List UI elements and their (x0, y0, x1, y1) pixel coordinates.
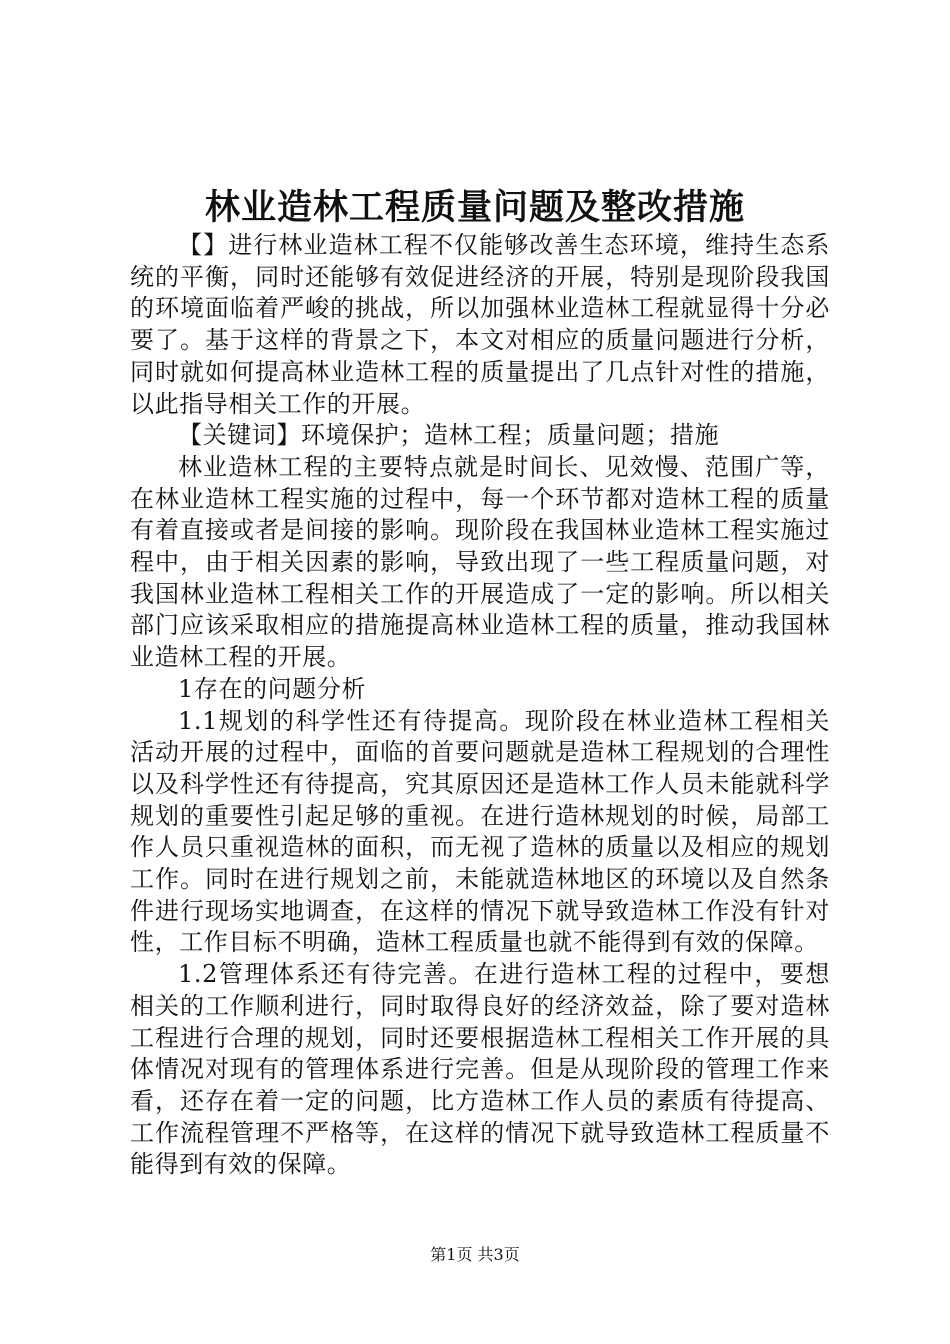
abstract-paragraph: 【】进行林业造林工程不仅能够改善生态环境，维持生态系统的平衡，同时还能够有效促进经济的开展，特别是现阶段我国的环境面临着严峻的挑战，所以加强林业造林工程就显得十分必要了。基于这样的背景之下，本文对相应的质量问题进行分析，同时就如何提高林业造林工程的质量提出了几点针对性的措施，以此指导相关工作的开展。 (130, 231, 830, 418)
keywords-paragraph: 【关键词】环境保护；造林工程；质量问题；措施 (178, 421, 720, 450)
page-footer: 第1页 共3页 (430, 1245, 520, 1264)
section-heading: 1存在的问题分析 (178, 674, 367, 703)
section-1-1-paragraph: 1.1规划的科学性还有待提高。现阶段在林业造林工程相关活动开展的过程中，面临的首要问题就是造林工程规划的合理性以及科学性还有待提高，究其原因还是造林工作人员未能就科学规划的重要性引起足够的重视。在进行造林规划的时候，局部工作人员只重视造林的面积，而无视了造林的质量以及相应的规划工作。同时在进行规划之前，未能就造林地区的环境以及自然条件进行现场实地调查，在这样的情况下就导致造林工作没有针对性，工作目标不明确，造林工程质量也就不能得到有效的保障。 (130, 706, 830, 957)
section-1-2-paragraph: 1.2管理体系还有待完善。在进行造林工程的过程中，要想相关的工作顺利进行，同时取得良好的经济效益，除了要对造林工程进行合理的规划，同时还要根据造林工程相关工作开展的具体情况对现有的管理体系进行完善。但是从现阶段的管理工作来看，还存在着一定的问题，比方造林工作人员的素质有待提高、工作流程管理不严格等，在这样的情况下就导致造林工程质量不能得到有效的保障。 (130, 960, 830, 1179)
intro-paragraph: 林业造林工程的主要特点就是时间长、见效慢、范围广等，在林业造林工程实施的过程中，每一个环节都对造林工程的质量有着直接或者是间接的影响。现阶段在我国林业造林工程实施过程中，由于相关因素的影响，导致出现了一些工程质量问题，对我国林业造林工程相关工作的开展造成了一定的影响。所以相关部门应该采取相应的措施提高林业造林工程的质量，推动我国林业造林工程的开展。 (130, 452, 830, 672)
document-body (130, 230, 830, 1181)
document-title: 林业造林工程质量问题及整改措施 (204, 187, 745, 228)
